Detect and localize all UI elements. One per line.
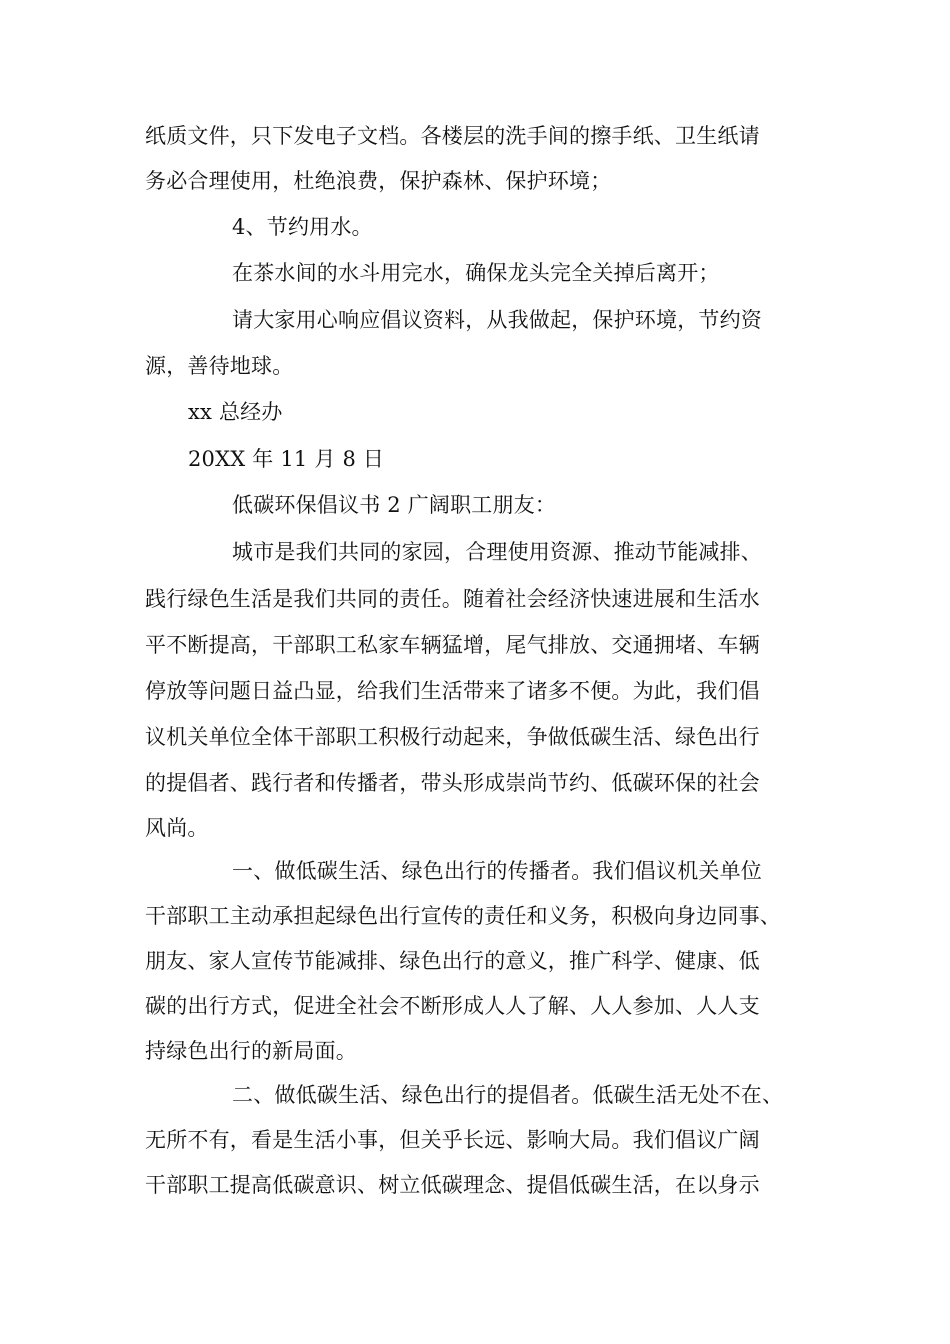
date-line: 20XX 年 11 月 8 日 bbox=[188, 447, 385, 471]
text-line: 朋友、家人宣传节能减排、绿色出行的意义，推广科学、健康、低 bbox=[145, 949, 760, 973]
text-line: 停放等问题日益凸显，给我们生活带来了诸多不便。为此，我们倡 bbox=[145, 679, 760, 703]
text-line: 干部职工主动承担起绿色出行宣传的责任和义务，积极向身边同事、 bbox=[145, 904, 781, 928]
text-line: 无所不有，看是生活小事，但关乎长远、影响大局。我们倡议广阔 bbox=[145, 1128, 760, 1152]
text-line: 持绿色出行的新局面。 bbox=[145, 1039, 357, 1063]
text-line: 纸质文件，只下发电子文档。各楼层的洗手间的擦手纸、卫生纸请 bbox=[145, 124, 760, 148]
text-line: 一、做低碳生活、绿色出行的传播者。我们倡议机关单位 bbox=[232, 859, 762, 883]
text-line: 风尚。 bbox=[145, 816, 209, 840]
text-line: 4、节约用水。 bbox=[232, 215, 373, 239]
text-line: 二、做低碳生活、绿色出行的提倡者。低碳生活无处不在、 bbox=[232, 1083, 784, 1107]
text-line: 的提倡者、践行者和传播者，带头形成崇尚节约、低碳环保的社会 bbox=[145, 771, 760, 795]
text-line: 请大家用心响应倡议资料，从我做起，保护环境，节约资 bbox=[232, 308, 762, 332]
text-line: 源，善待地球。 bbox=[145, 354, 294, 378]
text-line: 城市是我们共同的家园，合理使用资源、推动节能减排、 bbox=[232, 540, 762, 564]
text-line: 在茶水间的水斗用完水，确保龙头完全关掉后离开； bbox=[232, 261, 720, 285]
text-line: 平不断提高，干部职工私家车辆猛增，尾气排放、交通拥堵、车辆 bbox=[145, 633, 760, 657]
text-line: 议机关单位全体干部职工积极行动起来，争做低碳生活、绿色出行 bbox=[145, 725, 760, 749]
section-title: 低碳环保倡议书 2 广阔职工朋友： bbox=[232, 493, 557, 517]
text-line: 务必合理使用，杜绝浪费，保护森林、保护环境； bbox=[145, 169, 612, 193]
signature-line: xx 总经办 bbox=[188, 400, 283, 424]
text-line: 践行绿色生活是我们共同的责任。随着社会经济快速进展和生活水 bbox=[145, 587, 760, 611]
text-line: 碳的出行方式，促进全社会不断形成人人了解、人人参加、人人支 bbox=[145, 994, 760, 1018]
text-line: 干部职工提高低碳意识、树立低碳理念、提倡低碳生活，在以身示 bbox=[145, 1173, 760, 1197]
